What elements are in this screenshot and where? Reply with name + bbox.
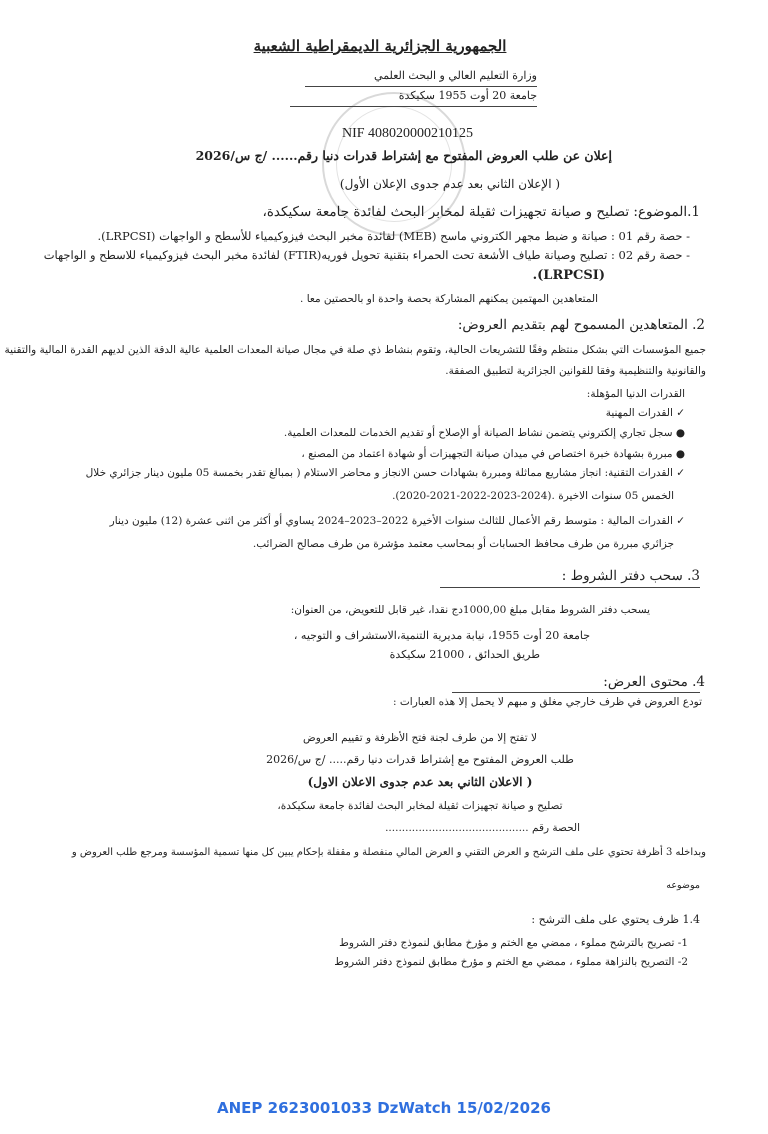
envelope-line-2: طلب العروض المفتوح مع إشتراط قدرات دنيا رقم..... /ج س/2026 [266,753,574,766]
withdraw-line: يسحب دفتر الشروط مقابل مبلغ 1000,00دج نقدا، غير قابل للتعويض، من العنوان: [290,604,650,616]
technical-capacities-cont: الخمس 05 سنوات الاخيرة .(2024-2023-2022-2021-2020). [392,490,674,502]
address-line-1: جامعة 20 أوت 1955، نيابة مديرية التنمية،الاستشراف و التوجيه ، [293,629,590,642]
divider [290,106,537,107]
divider [440,587,700,588]
divider [452,692,700,693]
divider [305,86,537,87]
section1-heading: 1.الموضوع: تصليح و صيانة تجهيزات ثقيلة لمخابر البحث لفائدة جامعة سكيكدة، [262,204,700,220]
prof-bullet-1: ● سجل تجاري إلكتروني يتضمن نشاط الصيانة أو الإصلاح أو تقديم الخدمات للمعدات العلمية. [283,427,685,439]
lot-note: المتعاهدين المهتمين يمكنهم المشاركة بحصة واحدة او بالحصتين معا . [300,293,598,305]
announcement-subtitle: ( الإعلان الثاني بعد عدم جدوى الإعلان الأول) [339,177,561,191]
footer-reference: ANEP 2623001033 DzWatch 15/02/2026 [217,1099,551,1117]
nif-number: NIF 408020000210125 [342,126,474,141]
section41-heading: 1.4 ظرف يحتوي على ملف الترشح : [531,913,700,926]
lot-1: - حصة رقم 01 : صيانة و ضبط مجهر الكتروني ماسح (MEB) لفائدة مخبر البحث فيزوكيمياء للأسطح و الواجهات (LRPCSI). [97,229,690,243]
min-capacities-label: القدرات الدنيا المؤهلة: [586,388,685,400]
section2-heading: 2. المتعاهدين المسموح لهم بتقديم العروض: [457,317,705,333]
address-line-2: طريق الحدائق ، 21000 سكيكدة [389,648,540,661]
technical-capacities: ✓ القدرات التقنية: انجاز مشاريع مماثلة ومبررة بشهادات حسن الانجاز و محاضر الاستلام ( بمبالغ تقدر بخمسة 05 مليون دينار جزائري خلال [85,467,685,479]
professional-capacities: ✓ القدرات المهنية [605,407,685,419]
announcement-title: إعلان عن طلب العروض المفتوح مع إشتراط قدرات دنيا رقم...... /ج س/2026 [195,148,612,163]
lot-2-cont: (LRPCSI). [532,268,605,283]
envelope-line-4: تصليح و صيانة تجهيزات ثقيلة لمخابر البحث لفائدة جامعة سكيكدة، [277,800,563,812]
candidacy-item-2: 2- التصريح بالنزاهة مملوء ، ممضي مع الختم و مؤرخ مطابق لنموذج دفتر الشروط [334,956,688,968]
ministry-line: وزارة التعليم العالي و البحث العلمي [374,69,537,82]
university-line: جامعة 20 أوت 1955 سكيكدة [398,89,537,102]
inner-envelopes: وبداخله 3 أظرفة تحتوي على ملف الترشح و العرض التقني و العرض المالي منفصلة و مقفلة بإحكام يبين كل منها تسمية المؤسسة ومرجع طلب العروض و [71,847,706,858]
envelope-line-3: ( الاعلان الثاني بعد عدم جدوى الاعلان الاول) [307,775,533,789]
deposit-intro: تودع العروض في ظرف خارجي مغلق و مبهم لا يحمل إلا هذه العبارات : [393,696,702,708]
section2-para2: والقانونية والتنظيمية وفقا للقوانين الجزائرية لتطبيق الصفقة. [445,365,706,377]
section2-para1: جميع المؤسسات التي بشكل منتظم وفقًا للتشريعات الحالية، وتقوم بنشاط ذي صلة في مجال صيانة المعدات العلمية عالية الدقة الذين لديهم القدرة المالية والتقنية [4,344,706,356]
financial-capacities-cont: جزائري مبررة من طرف محافظ الحسابات أو بمحاسب معتمد مؤشرة من طرف مصالح الضرائب. [252,538,674,550]
inner-envelopes-cont: موضوعه [666,880,700,891]
lot-2: - حصة رقم 02 : تصليح وصيانة طياف الأشعة تحت الحمراء بتقنية تحويل فوريه(FTIR) لفائدة مخبر البحث فيزوكيمياء للاسطح و الواجهات [43,248,690,262]
candidacy-item-1: 1- تصريح بالترشح مملوء ، ممضي مع الختم و مؤرخ مطابق لنموذج دفتر الشروط [339,937,688,949]
envelope-line-5: الحصة رقم ........................................... [385,822,580,834]
prof-bullet-2: ● مبررة بشهادة خبرة اختصاص في ميدان صيانة التجهيزات أو شهادة اعتماد من المصنع ، [301,448,685,460]
section4-heading: 4. محتوى العرض: [603,674,705,690]
envelope-line-1: لا تفتح إلا من طرف لجنة فتح الأظرفة و تقييم العروض [303,732,537,744]
section3-heading: 3. سحب دفتر الشروط : [561,568,700,584]
republic-header: الجمهورية الجزائرية الديمقراطية الشعبية [253,37,507,55]
financial-capacities: ✓ القدرات المالية : متوسط رقم الأعمال للثالث سنوات الأخيرة 2022–2023–2024 يساوي أو أكثر من اثنى عشرة (12) مليون دينار [109,515,685,527]
